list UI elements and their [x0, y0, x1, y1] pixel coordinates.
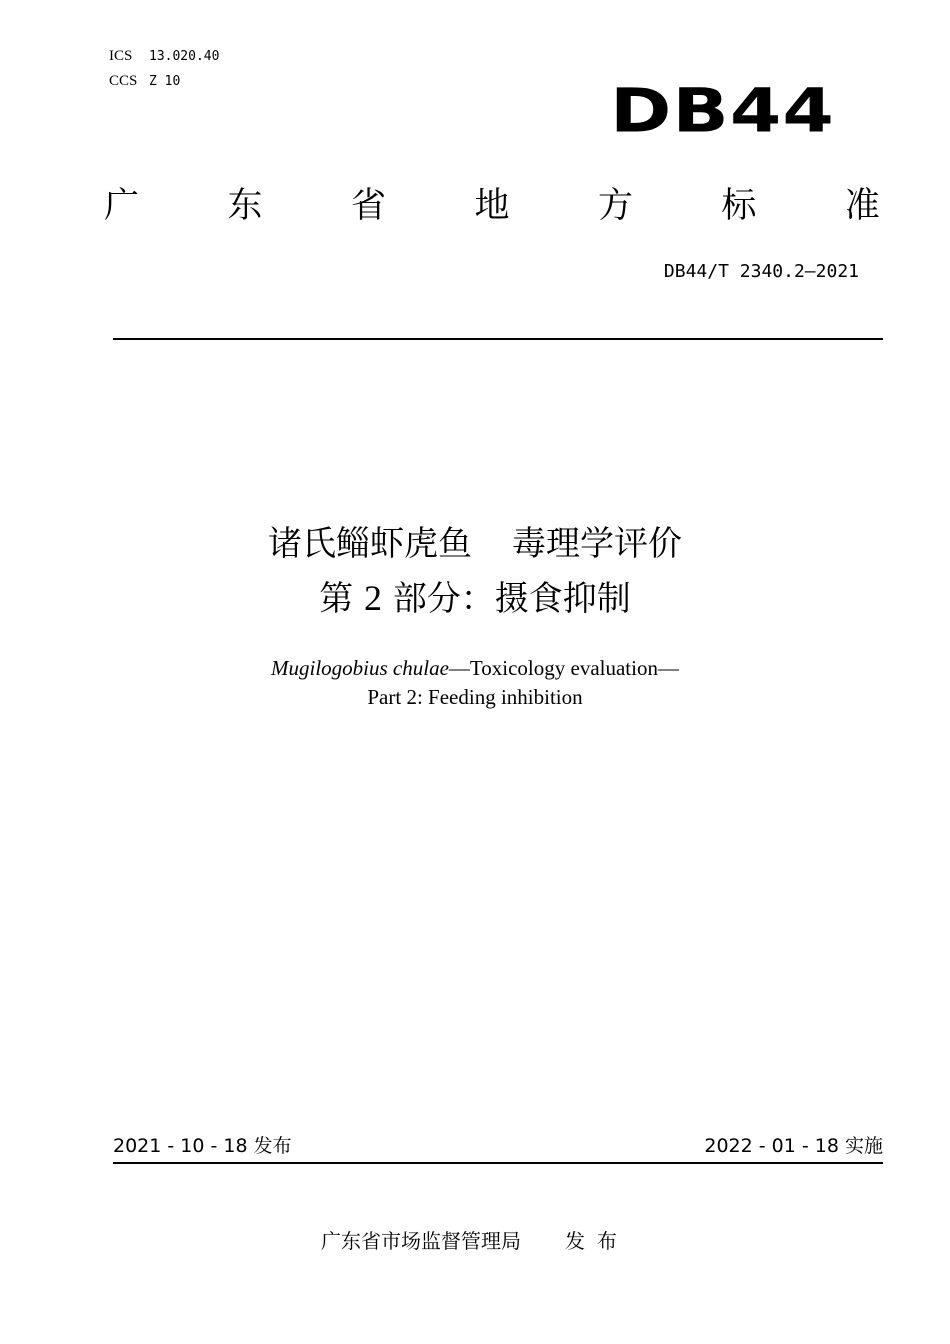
header-divider — [113, 338, 883, 340]
english-title-subject: —Toxicology evaluation— — [448, 656, 679, 680]
english-title-line-1 — [0, 654, 950, 683]
ccs-row — [109, 69, 219, 94]
chinese-title-part-prefix: 第 — [319, 579, 354, 619]
footer-divider — [113, 1162, 883, 1164]
db44-logo: DB44 — [610, 75, 835, 147]
chinese-title-line-1 — [0, 518, 950, 570]
ics-value: 13.020.40 — [149, 49, 220, 64]
ics-row — [109, 44, 219, 69]
standard-type-char: 东 — [227, 186, 263, 226]
chinese-title-subject: 毒理学评价 — [512, 524, 682, 564]
english-title-species: Mugilogobius chulae — [271, 656, 449, 680]
publisher-line — [0, 1227, 950, 1255]
standard-type-char: 标 — [721, 186, 757, 226]
implementation-date: 2022 - 01 - 18 实施 — [704, 1135, 883, 1157]
english-title-line-2: Part 2: Feeding inhibition — [367, 685, 583, 709]
publisher-action: 发布 — [565, 1229, 629, 1253]
chinese-title-part-number: 2 — [364, 578, 382, 618]
ccs-label: CCS — [109, 73, 138, 89]
standard-type-char: 广 — [104, 186, 140, 226]
standard-type-char: 方 — [597, 186, 633, 226]
standard-type-char: 地 — [474, 186, 510, 226]
ccs-value: Z 10 — [149, 74, 181, 89]
ics-label: ICS — [109, 48, 133, 64]
publisher-name: 广东省市场监督管理局 — [321, 1229, 521, 1253]
issue-date: 2021 - 10 - 18 发布 — [113, 1135, 292, 1157]
chinese-title-part-name: 部分：摄食抑制 — [392, 579, 631, 619]
chinese-title-species: 诸氏鲻虾虎鱼 — [268, 524, 472, 564]
standard-number: DB44/T 2340.2—2021 — [663, 261, 859, 282]
standard-type-char: 省 — [350, 186, 386, 226]
standard-type-title — [104, 183, 880, 229]
classification-codes — [109, 44, 219, 94]
standard-type-char: 准 — [844, 186, 880, 226]
chinese-title-line-2 — [0, 572, 950, 625]
